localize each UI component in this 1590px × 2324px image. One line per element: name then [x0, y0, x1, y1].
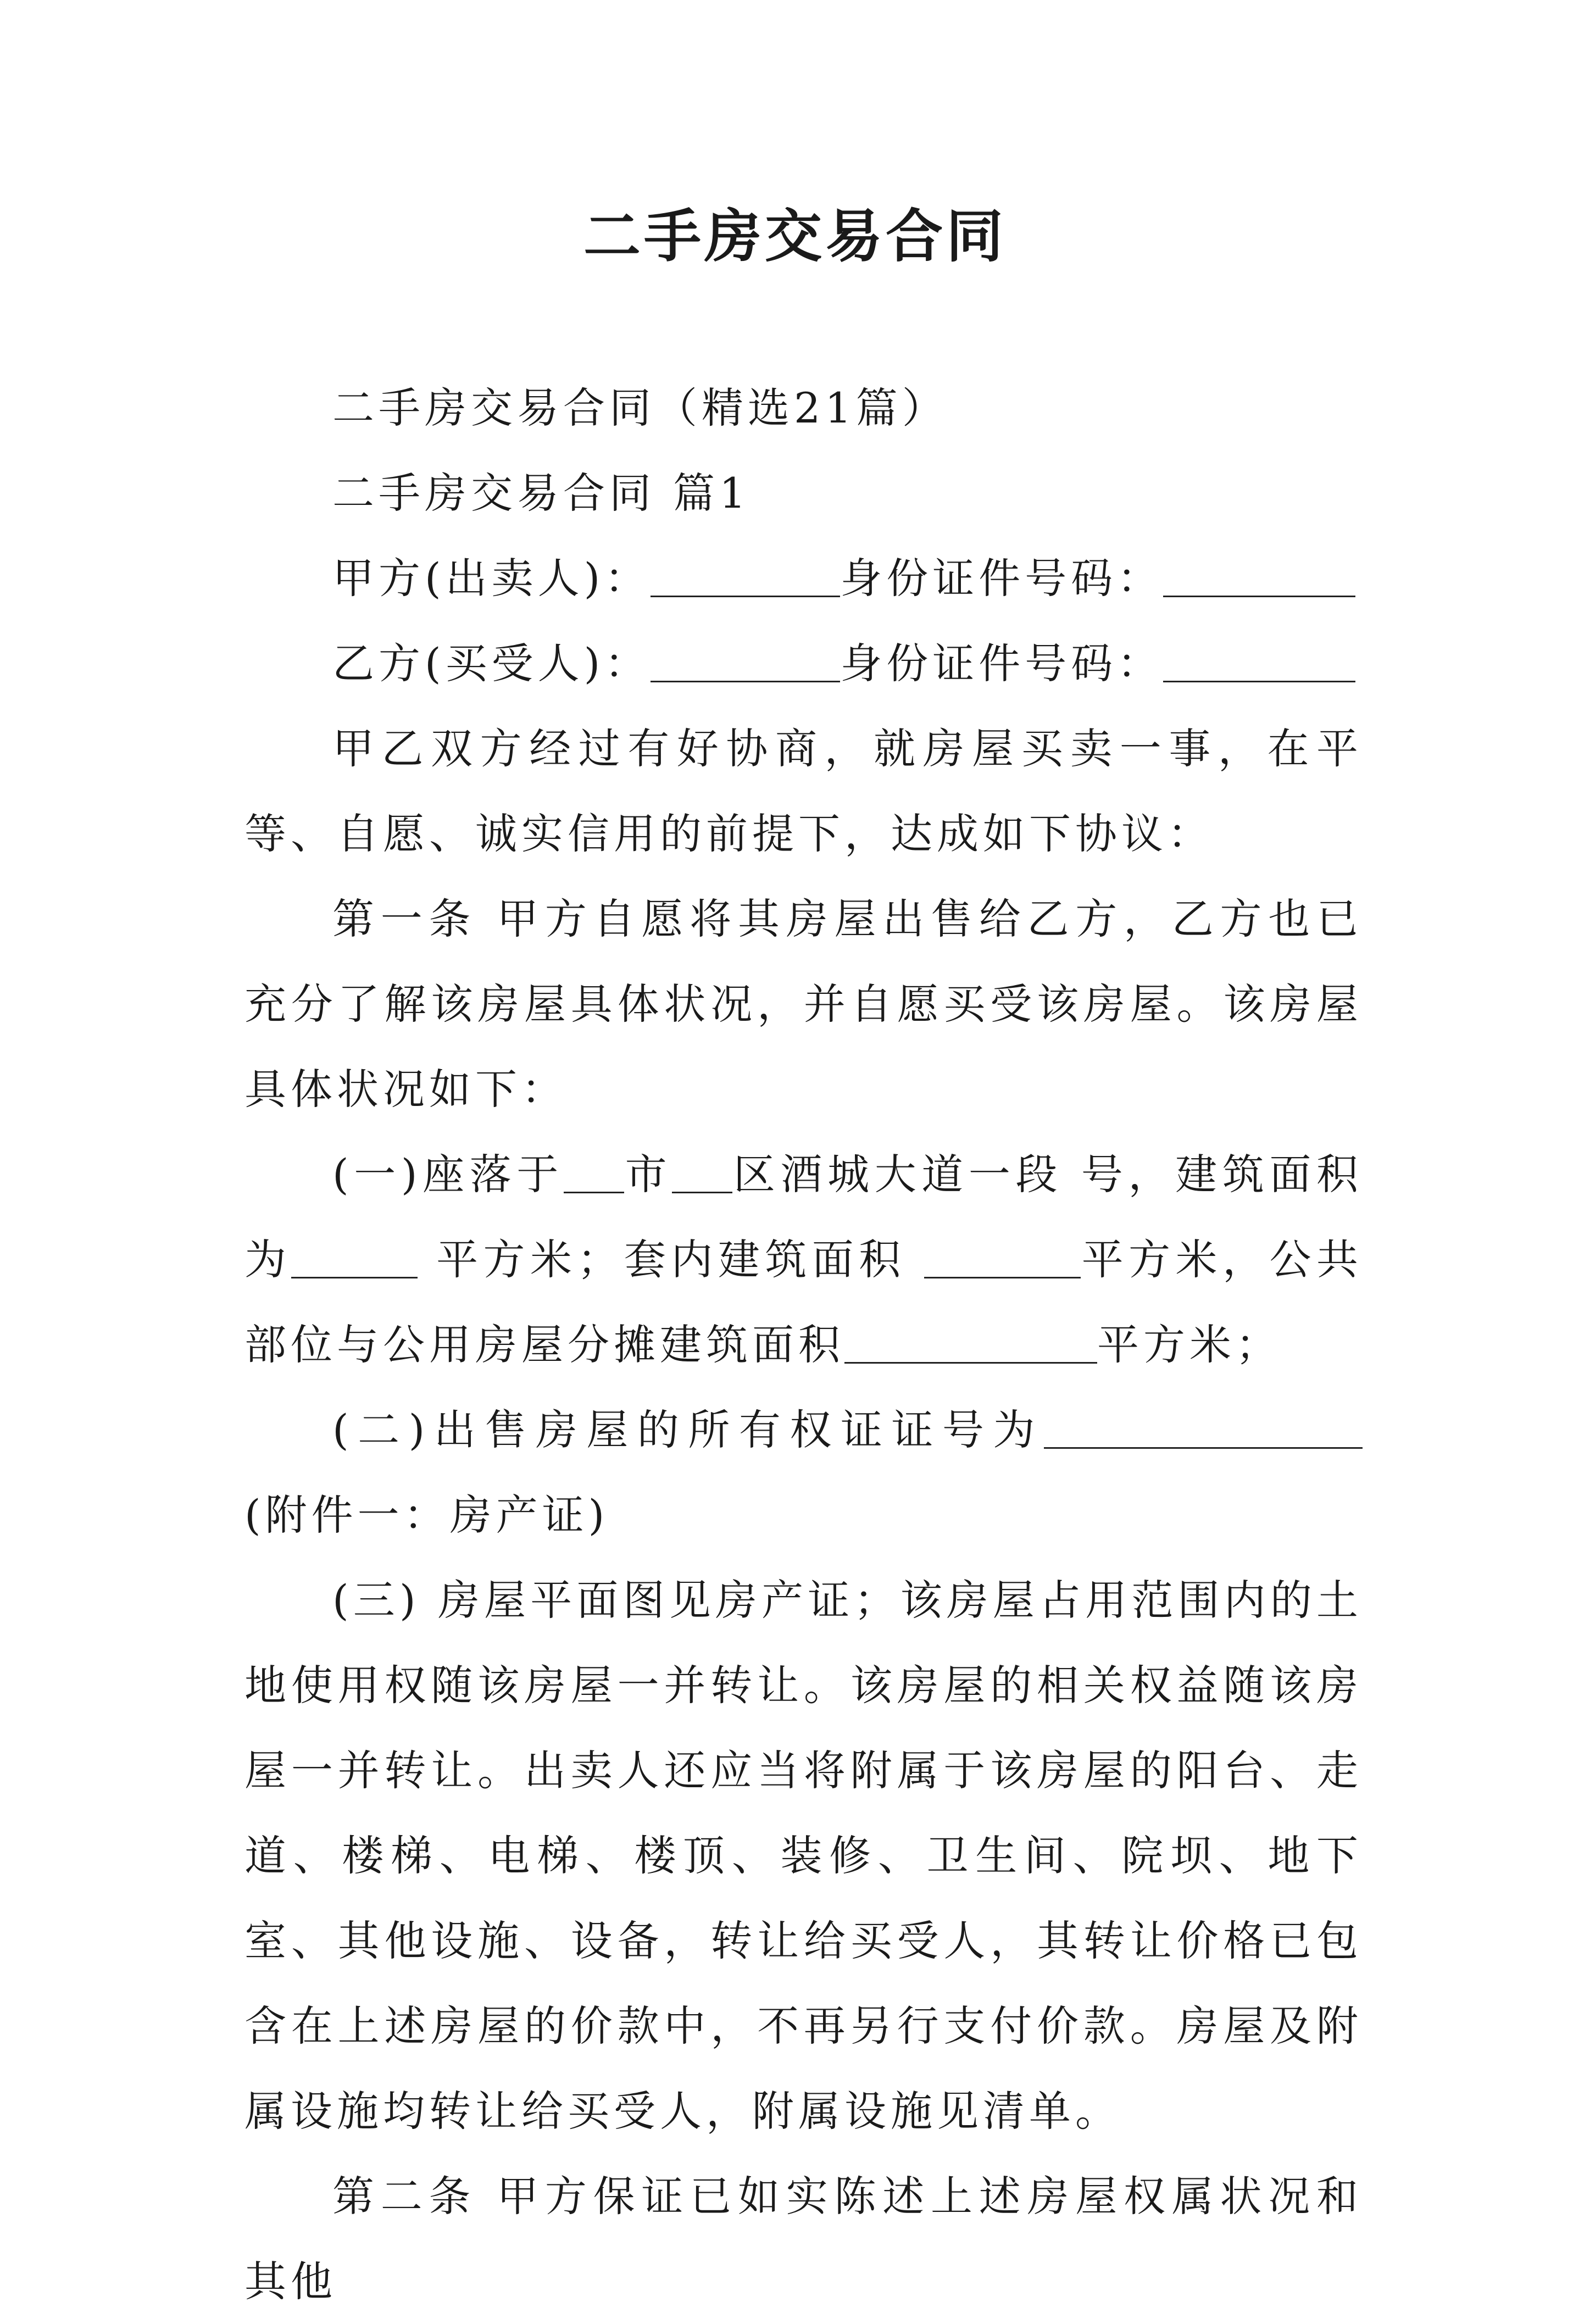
item-1-unit2: 平方米，公共部位与公用房屋分摊建筑面积 — [244, 1235, 1363, 1369]
item-1-prefix: (一)座落于 — [332, 1150, 564, 1199]
section-heading: 二手房交易合同 篇1 — [332, 469, 750, 518]
inner-area-blank — [924, 1235, 1081, 1278]
item-1-city: 市 — [624, 1150, 672, 1199]
item-1-unit1: 平方米；套内建筑面积 — [418, 1235, 925, 1284]
item-2-prefix: (二)出售房屋的所有权证证号为 — [332, 1405, 1044, 1454]
party-a-id-label: 身份证件号码： — [840, 554, 1164, 603]
intro-paragraph: 甲乙双方经过有好协商，就房屋买卖一事，在平等、自愿、诚实信用的前提下，达成如下协议： — [244, 724, 1363, 858]
building-area-blank — [291, 1235, 418, 1278]
item-2-certificate — [244, 1387, 1363, 1558]
item-2-suffix: (附件一：房产证) — [244, 1491, 609, 1539]
item-3-floorplan: (三) 房屋平面图见房产证；该房屋占用范围内的土地使用权随该房屋一并转让。该房屋的相关权益随该房屋一并转让。出卖人还应当将附属于该房屋的阳台、走道、楼梯、电梯、楼顶、装修、卫生间、院坝、地下室、其他设施、设备，转让给买受人，其转让价格已包含在上述房屋的价款中，不再另行支付价款。房屋及附属设施均转让给买受人，附属设施见清单。 — [244, 1576, 1363, 2136]
subtitle: 二手房交易合同（精选21篇） — [332, 383, 948, 432]
party-b-name-blank — [651, 639, 840, 682]
shared-area-blank — [844, 1320, 1097, 1364]
item-1-unit3: 平方米； — [1097, 1320, 1282, 1369]
party-b-id-blank — [1163, 639, 1355, 682]
document-body — [244, 365, 1363, 2324]
document-title: 二手房交易合同 — [583, 202, 1007, 270]
article-2: 第二条 甲方保证已如实陈述上述房屋权属状况和其他 — [244, 2172, 1363, 2306]
party-a-name-blank — [651, 554, 840, 597]
article-1: 第一条 甲方自愿将其房屋出售给乙方，乙方也已充分了解该房屋具体状况，并自愿买受该房屋。该房屋具体状况如下： — [244, 894, 1363, 1114]
party-a-id-blank — [1163, 554, 1355, 597]
city-blank — [564, 1150, 624, 1193]
certificate-number-blank — [1044, 1405, 1363, 1449]
party-b-id-label: 身份证件号码： — [840, 639, 1164, 688]
party-b-label: 乙方(买受人)： — [332, 639, 651, 688]
party-a-label: 甲方(出卖人)： — [332, 554, 651, 603]
item-1-location — [244, 1132, 1363, 1387]
item-1-district: 区酒城大道一段 号，建筑面积为 — [244, 1150, 1363, 1284]
district-blank — [672, 1150, 732, 1193]
party-a-line — [244, 536, 1363, 621]
party-b-line — [244, 621, 1363, 706]
